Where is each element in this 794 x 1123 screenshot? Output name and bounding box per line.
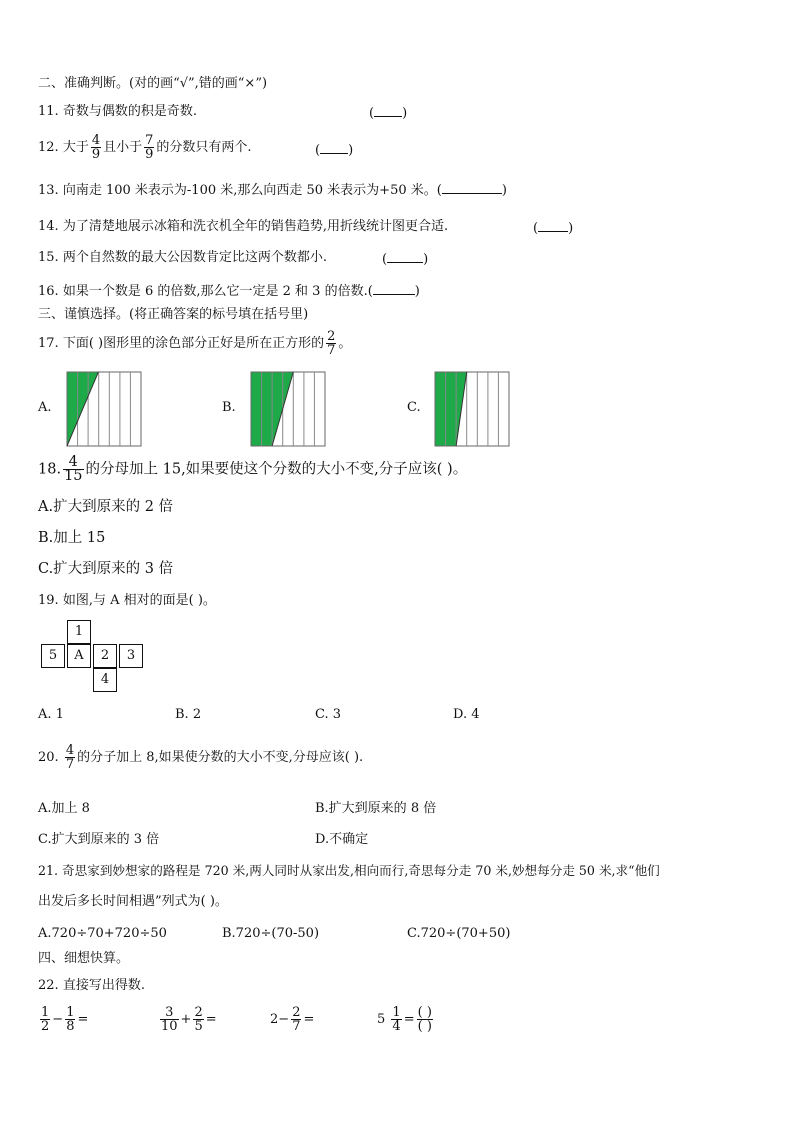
q17-figure-a[interactable]	[66, 371, 142, 447]
q17-option-c-label[interactable]: C.	[407, 400, 421, 415]
question-20	[38, 744, 363, 778]
net-face-top: 1	[67, 620, 91, 644]
q22-text: 直接写出得数.	[62, 978, 145, 993]
q22-number: 22.	[38, 978, 59, 993]
net-face-left: 5	[41, 644, 65, 668]
q20-fraction: $\frac{4}{7}$	[65, 743, 75, 772]
q14-answer-paren[interactable]: ( )	[533, 221, 574, 236]
q17-fraction: $\frac{2}{7}$	[327, 329, 336, 358]
q21-option-c[interactable]: C.720÷(70+50)	[407, 926, 511, 941]
question-21-line-1: 21. 奇思家到妙想家的路程是 720 米,两人同时从家出发,相向而行,奇思每分走 70 米,妙想每分走 50 米,求“他们	[38, 863, 660, 878]
q19-option-d[interactable]: D. 4	[453, 707, 480, 722]
question-14	[38, 219, 574, 236]
question-12: 12. 大于 $\frac{4}{9}$ 且小于 $\frac{7}{9}$ 的分数只有两个. ( )	[38, 133, 354, 162]
q11-text: 奇数与偶数的积是奇数.	[62, 104, 197, 119]
q20-option-b[interactable]: B.扩大到原来的 8 倍	[315, 801, 437, 816]
q22-expression-3: 2− $\frac{2}{7}$ =	[270, 1005, 315, 1034]
q20-option-c[interactable]: C.扩大到原来的 3 倍	[38, 832, 160, 847]
q13-text: 向南走 100 米表示为-100 米,那么向西走 50 米表示为+50 米。	[62, 183, 437, 198]
q18-option-c[interactable]: C.扩大到原来的 3 倍	[38, 561, 174, 577]
q12-fraction-2: $\frac{7}{9}$	[145, 133, 154, 162]
q11-answer-paren[interactable]: ( )	[369, 106, 408, 121]
q20-number: 20.	[38, 750, 59, 765]
section-4-heading: 四、细想快算。	[38, 951, 130, 966]
q11-number: 11.	[38, 104, 59, 119]
q12-answer-paren[interactable]: ( )	[315, 143, 354, 158]
q19-text: 如图,与 A 相对的面是( )。	[62, 593, 216, 608]
section-3-heading: 三、谨慎选择。(将正确答案的标号填在括号里)	[38, 307, 309, 322]
question-13	[38, 181, 507, 199]
q17-option-a-label[interactable]: A.	[38, 400, 52, 415]
q14-text: 为了清楚地展示冰箱和洗衣机全年的销售趋势,用折线统计图更合适.	[62, 219, 449, 234]
q18-number: 18.	[38, 461, 62, 478]
q21-number: 21.	[38, 863, 59, 878]
q17-option-b-label[interactable]: B.	[222, 400, 236, 415]
q18-option-b[interactable]: B.加上 15	[38, 530, 106, 546]
q22-expression-1: $\frac{1}{2}$ − $\frac{1}{8}$ =	[41, 1005, 89, 1034]
question-21-line-2: 出发后多长时间相遇”列式为( )。	[38, 894, 228, 909]
q21-option-b[interactable]: B.720÷(70-50)	[222, 926, 320, 941]
q19-option-c[interactable]: C. 3	[315, 707, 342, 722]
q18-option-a[interactable]: A.扩大到原来的 2 倍	[38, 499, 174, 515]
q16-text: 如果一个数是 6 的倍数,那么它一定是 2 和 3 的倍数.	[62, 284, 368, 299]
q22-expression-4: 5 $\frac{1}{4}$ = $\frac{( )}{( )}$	[377, 1005, 432, 1034]
q20-option-a[interactable]: A.加上 8	[38, 801, 90, 816]
question-16	[38, 282, 420, 300]
net-face-right-1: 2	[93, 644, 117, 668]
q13-answer-paren[interactable]: ( )	[436, 183, 507, 198]
q15-number: 15.	[38, 250, 59, 265]
q20-text: 的分子加上 8,如果使分数的大小不变,分母应该( ).	[77, 750, 364, 765]
q18-fraction: $\frac{4}{15}$	[64, 454, 83, 484]
question-17: 17. 下面( )图形里的涂色部分正好是所在正方形的 $\frac{2}{7}$ 。	[38, 329, 352, 358]
q21-option-a[interactable]: A.720÷70+720÷50	[38, 926, 167, 941]
q17-figure-c[interactable]	[434, 371, 510, 447]
q19-number: 19.	[38, 593, 59, 608]
q17-figure-b[interactable]	[250, 371, 326, 447]
q19-option-a[interactable]: A. 1	[38, 707, 64, 722]
q17-c-shaded-region	[435, 372, 467, 446]
q14-number: 14.	[38, 219, 59, 234]
q22-answer-fraction[interactable]: $\frac{( )}{( )}$	[417, 1005, 432, 1034]
q19-cube-net	[41, 620, 146, 692]
net-face-right-2: 3	[119, 644, 143, 668]
q19-option-b[interactable]: B. 2	[175, 707, 202, 722]
q16-number: 16.	[38, 284, 59, 299]
q12-fraction-1: $\frac{4}{9}$	[91, 133, 101, 162]
section-2-heading: 二、准确判断。(对的画“√”,错的画“×”)	[38, 76, 268, 91]
question-11	[38, 104, 408, 121]
q20-option-d[interactable]: D.不确定	[315, 832, 369, 847]
question-19	[38, 593, 216, 609]
question-22	[38, 978, 145, 994]
q18-text: 的分母加上 15,如果要使这个分数的大小不变,分子应该( )。	[85, 461, 468, 478]
q15-answer-paren[interactable]: ( )	[382, 252, 429, 267]
net-face-bottom: 4	[93, 668, 117, 692]
q15-text: 两个自然数的最大公因数肯定比这两个数都小.	[62, 250, 327, 265]
net-face-a: A	[67, 644, 91, 668]
question-15	[38, 250, 429, 267]
q12-number: 12.	[38, 140, 59, 155]
question-18	[38, 456, 467, 488]
q17-number: 17.	[38, 336, 59, 351]
q13-number: 13.	[38, 183, 59, 198]
q16-answer-paren[interactable]: ( )	[367, 284, 420, 299]
q22-expression-2: $\frac{3}{10}$ + $\frac{2}{5}$ =	[161, 1005, 217, 1034]
